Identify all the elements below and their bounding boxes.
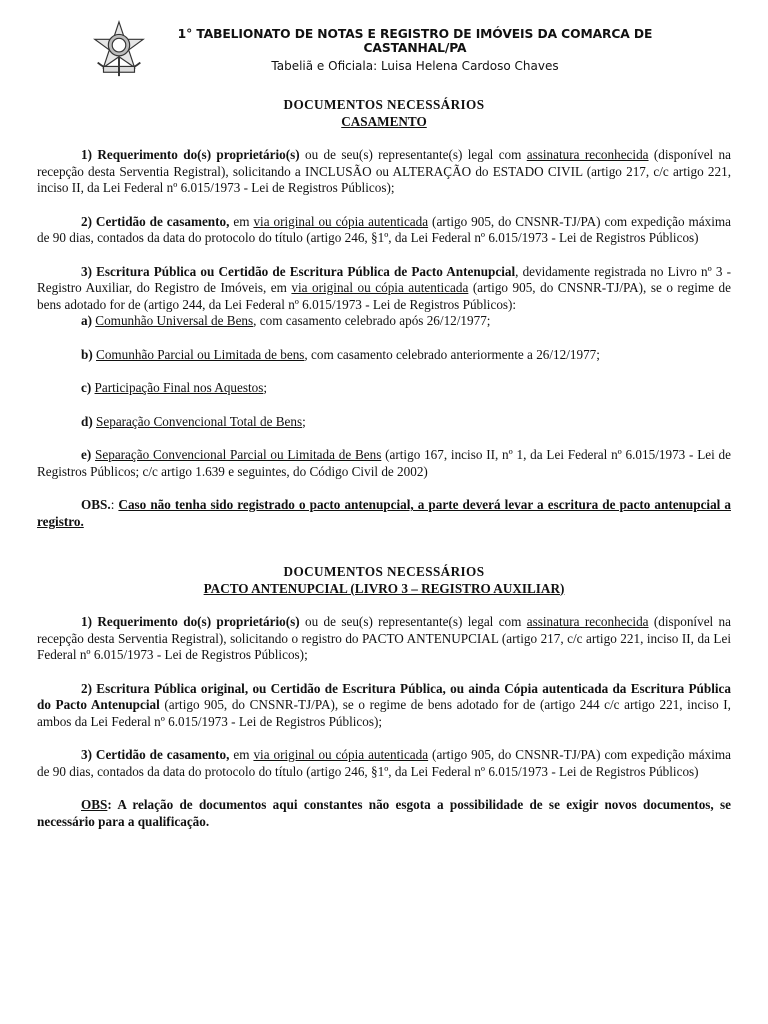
item-lead: 3) Escritura Pública ou Certidão de Escritura Pública de Pacto Antenupcial: [81, 263, 516, 279]
option-text: , com casamento celebrado após 26/12/1977;: [253, 313, 491, 328]
item-lead: 2) Certidão de casamento,: [81, 213, 230, 229]
option-name: Comunhão Parcial ou Limitada de bens: [96, 346, 305, 362]
option-letter: c): [81, 380, 92, 395]
option-name: Separação Convencional Parcial ou Limitada de Bens: [95, 447, 382, 462]
regime-option: [37, 447, 731, 480]
item-text: (artigo 905, do CNSNR-TJ/PA) com expedição máxima de 90 dias, contados da data do protocolo do título (artigo 246, §1º, da Lei Federal nº 6.015/1973 - Lei de Registros Públicos): [37, 213, 731, 245]
item-lead: 3) Certidão de casamento,: [81, 747, 230, 762]
brazil-coat-of-arms-icon: [88, 18, 150, 80]
obs-label: OBS.: [81, 497, 111, 512]
requirement-item: [37, 147, 731, 197]
regime-option: [37, 313, 731, 330]
section-subtitle: PACTO ANTENUPCIAL (LIVRO 3 – REGISTRO AUXILIAR): [203, 580, 565, 596]
section-title: DOCUMENTOS NECESSÁRIOS: [283, 564, 485, 579]
item-underlined: assinatura reconhecida: [526, 614, 649, 629]
item-underlined: via original ou cópia autenticada: [253, 747, 429, 762]
option-letter: a): [81, 313, 92, 328]
option-text: ;: [302, 413, 306, 429]
item-text: (disponível na recepção desta Serventia Registral), solicitando a INCLUSÃO ou ALTERAÇÃO do ESTADO CIVIL (artigo 217, c/c artigo 221, inciso II, da Lei Federal nº 6.015/1973 - Lei de Registros Públicos);: [37, 147, 731, 195]
item-text: em: [229, 213, 254, 229]
obs-label: OBS: [81, 797, 108, 812]
option-text: , com casamento celebrado anteriormente a 26/12/1977;: [304, 346, 600, 362]
document-body: [37, 97, 731, 847]
item-underlined: assinatura reconhecida: [526, 147, 649, 162]
item-text: em: [229, 747, 254, 762]
section-title: DOCUMENTOS NECESSÁRIOS: [283, 97, 485, 112]
item-lead: 2) Escritura Pública original, ou Certidão de Escritura Pública, ou ainda Cópia autenticada da Escritura Pública do Pacto Antenupcial: [37, 680, 731, 712]
option-name: Participação Final nos Aquestos: [94, 380, 264, 395]
item-text: , devidamente registrada no Livro nº 3 - Registro Auxiliar, do Registro de Imóveis, em: [37, 263, 731, 295]
requirement-item: [37, 264, 731, 314]
item-underlined: via original ou cópia autenticada: [291, 280, 469, 295]
option-text: (artigo 167, inciso II, nº 1, da Lei Federal nº 6.015/1973 - Lei de Registros Públicos; c/c artigo 1.639 e seguintes, do Código Civil de 2002): [37, 447, 731, 479]
office-name: 1° TABELIONATO DE NOTAS E REGISTRO DE IMÓVEIS DA COMARCA DE CASTANHAL/PA: [177, 27, 653, 55]
item-text: (artigo 905, do CNSNR-TJ/PA), se o regime de bens adotado for de (artigo 244 c/c artigo 221, inciso I, ambos da Lei Federal nº 6.015/1973 - Lei de Registros Públicos);: [37, 697, 731, 729]
obs-text: Caso não tenha sido registrado o pacto antenupcial, a parte deverá levar a escritura de pacto antenupcial a registro.: [37, 497, 731, 529]
option-name: Comunhão Universal de Bens: [95, 313, 254, 328]
item-lead: 1) Requerimento do(s) proprietário(s): [81, 614, 300, 629]
option-text: ;: [263, 380, 268, 395]
obs-text: : A relação de documentos aqui constantes não esgota a possibilidade de se exigir novos documentos, se necessário para a qualificação.: [37, 797, 731, 829]
observation-note: [37, 497, 731, 530]
item-underlined: via original ou cópia autenticada: [253, 213, 429, 229]
option-letter: d): [81, 413, 93, 429]
requirement-item: [37, 747, 731, 780]
obs-colon: :: [110, 497, 119, 512]
requirement-item: [37, 681, 731, 731]
requirement-item: [37, 214, 731, 247]
option-letter: e): [81, 447, 92, 462]
item-text: ou de seu(s) representante(s) legal com: [299, 147, 527, 162]
section-subtitle: CASAMENTO: [341, 113, 427, 129]
option-letter: b): [81, 346, 93, 362]
item-text: ou de seu(s) representante(s) legal com: [299, 614, 527, 629]
office-officer: Tabeliã e Oficiala: Luisa Helena Cardoso Chaves: [271, 59, 559, 73]
regime-option: [37, 380, 731, 397]
regime-option: [37, 414, 731, 431]
item-text: (artigo 905, do CNSNR-TJ/PA), se o regime de bens adotado for de (artigo 244, da Lei Federal nº 6.015/1973 - Lei de Registros Públicos):: [37, 280, 731, 312]
requirement-item: [37, 614, 731, 664]
observation-note: [37, 797, 731, 830]
option-name: Separação Convencional Total de Bens: [96, 413, 303, 429]
item-lead: 1) Requerimento do(s) proprietário(s): [81, 147, 300, 162]
item-text: (disponível na recepção desta Serventia Registral), solicitando o registro do PACTO ANTENUPCIAL (artigo 217, c/c artigo 221, inciso II, da Lei Federal nº 6.015/1973 - Lei de Registros Públicos);: [37, 614, 731, 662]
office-header: [150, 27, 680, 73]
item-text: (artigo 905, do CNSNR-TJ/PA) com expedição máxima de 90 dias, contados da data do protocolo do título (artigo 246, §1º, da Lei Federal nº 6.015/1973 - Lei de Registros Públicos): [37, 747, 731, 779]
regime-option: [37, 347, 731, 364]
